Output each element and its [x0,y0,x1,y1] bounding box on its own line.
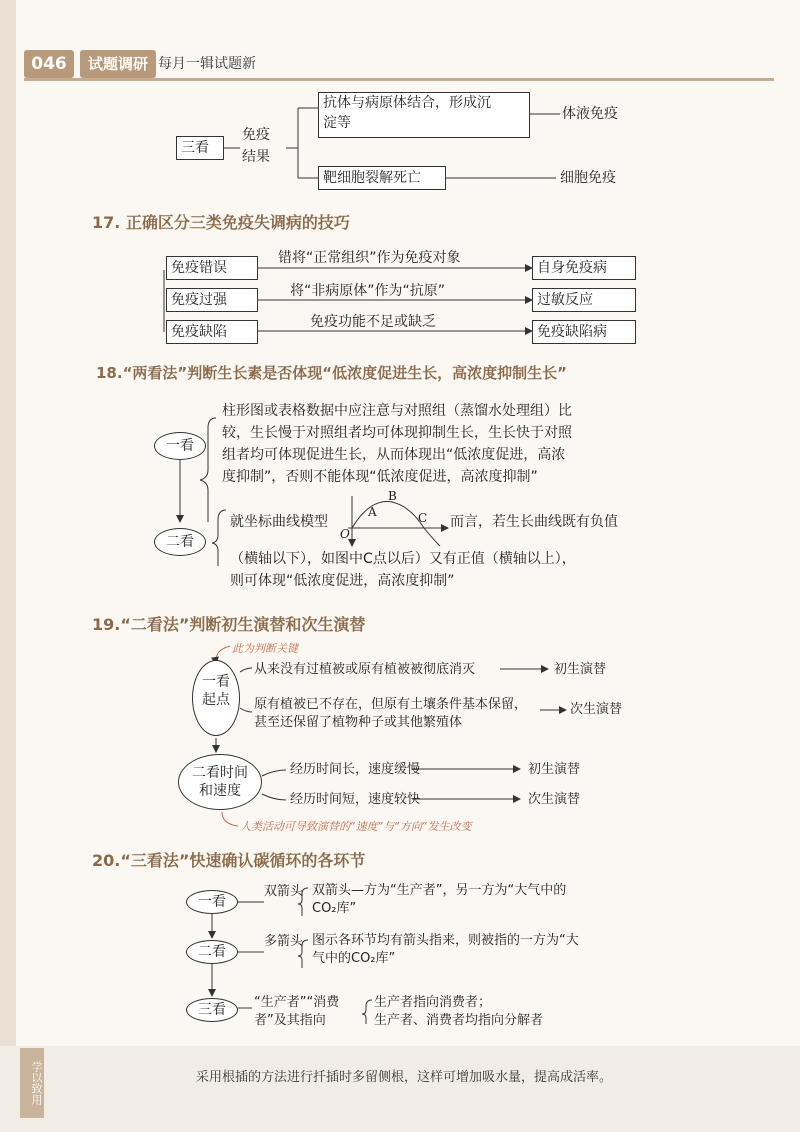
s18-second-oval: 二看 [154,528,206,556]
s17-row3-arrow-label: 免疫功能不足或缺乏 [310,314,436,330]
s18-second-text-a: 就坐标曲线模型 [230,514,328,530]
cellular-immunity-label: 细胞免疫 [560,170,616,186]
target-cell-box: 靶细胞裂解死亡 [318,166,446,190]
s17-row1-left: 免疫错误 [166,256,258,280]
s20-second-oval: 二看 [186,940,238,964]
s19-note-bottom: 人类活动可导致演替的“速度”与“方向”发生改变 [240,820,472,833]
humoral-immunity-label: 体液免疫 [562,106,618,122]
header-subtitle: 每月一辑试题新 [158,56,256,72]
s19-second-row2-result: 次生演替 [528,792,581,807]
s19-first-row2-result: 次生演替 [570,702,623,717]
s17-row2-right: 过敏反应 [532,288,636,312]
s17-row1-right: 自身免疫病 [532,256,636,280]
s19-note-top: 此为判断关键 [232,642,298,655]
s20-third-oval: 三看 [186,998,238,1022]
curve-label-c: C [418,511,428,525]
section-20-title: 20.“三看法”快速确认碳循环的各环节 [92,851,366,870]
s18-second-text-c: （横轴以下），如图中C点以后）又有正值（横轴以上）， 则可体现“低浓度促进，高浓度抑制” [230,551,576,589]
s18-second-text-b: 而言，若生长曲线既有负值 [450,514,618,530]
s19-first-row2-text: 原有植被已不存在，但原有土壤条件基本保留， 甚至还保留了植物种子或其他繁殖体 [254,697,528,730]
three-look-box: 三看 [176,136,224,160]
s17-row1-arrow-label: 错将“正常组织”作为免疫对象 [278,250,461,266]
page-number: 046 [24,50,74,78]
s19-first-row1-text: 从来没有过植被或原有植被被彻底消灭 [254,662,476,677]
s20-first-oval: 一看 [186,890,238,914]
s18-first-text: 柱形图或表格数据中应注意与对照组（蒸馏水处理组）比 较，生长慢于对照组者均可体现抑制生长，生长快于对照 组者均可体现促进生长，从而体现出“低浓度促进，高浓 度抑制”，否则不能体现“低浓度促进，高浓度抑制” [222,403,572,485]
section-tag: 试题调研 [80,50,156,78]
s20-row1-text: 双箭头—方为“生产者”，另一方为“大气中的 CO₂库” [312,883,567,916]
s20-row1-key: 双箭头 [264,884,304,899]
footer-tip: 采用根插的方法进行扦插时多留侧根，这样可增加吸水量，提高成活率。 [196,1070,613,1085]
s19-second-row1-text: 经历时间长，速度缓慢 [290,762,421,777]
s19-first-row1-result: 初生演替 [554,662,607,677]
curve-label-a: A [368,505,377,519]
section-18-title: 18.“两看法”判断生长素是否体现“低浓度促进生长，高浓度抑制生长” [96,364,568,382]
footer-band [0,1046,800,1132]
curve-label-o: O [340,527,350,541]
s17-row3-left: 免疫缺陷 [166,320,258,344]
curve-label-b: B [388,489,397,503]
s19-second-row2-text: 经历时间短，速度较快 [290,792,421,807]
s19-second-oval: 二看时间 和速度 [178,754,262,810]
s20-row3-key: “生产者”“消费 者”及其指向 [254,995,340,1028]
s20-row2-key: 多箭头 [264,934,304,949]
s20-row3-text: 生产者指向消费者； 生产者、消费者均指向分解者 [374,995,544,1028]
immune-result-label: 免疫 结果 [242,127,270,165]
s17-row3-right: 免疫缺陷病 [532,320,636,344]
section-17-title: 17. 正确区分三类免疫失调病的技巧 [92,213,350,232]
s20-row2-text: 图示各环节均有箭头指来，则被指的一方为“大 气中的CO₂库” [312,933,579,966]
s17-row2-arrow-label: 将“非病原体”作为“抗原” [290,283,446,299]
section-19-title: 19.“二看法”判断初生演替和次生演替 [92,615,366,634]
s19-second-row1-result: 初生演替 [528,762,581,777]
s18-first-oval: 一看 [154,432,206,460]
footer-side-tag: 学以致用 [20,1048,44,1118]
s19-first-oval: 一看 起点 [192,660,240,736]
s17-row2-left: 免疫过强 [166,288,258,312]
antibody-box: 抗体与病原体结合，形成沉 淀等 [318,92,530,138]
